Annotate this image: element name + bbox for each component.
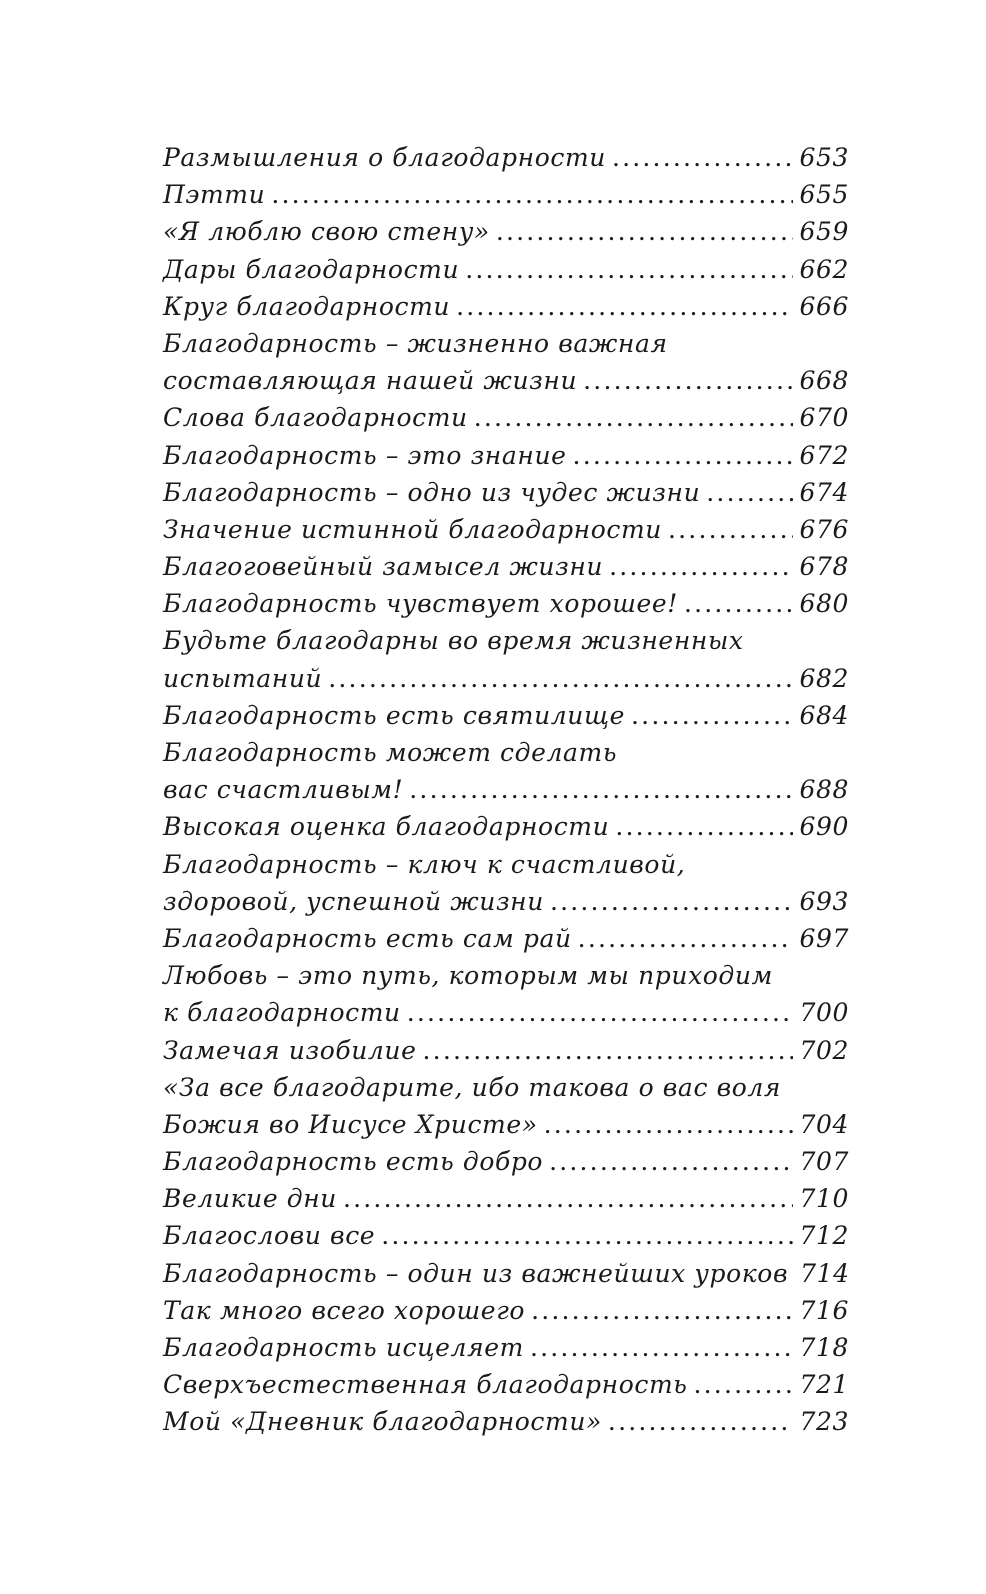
toc-entry-title: к благодарности: [163, 998, 401, 1028]
toc-entry-title: Сверхъестественная благодарность: [163, 1370, 688, 1400]
dot-leader: [694, 1366, 794, 1403]
dot-leader: [549, 1143, 793, 1180]
toc-entry: [163, 176, 849, 213]
toc-entry: [163, 1217, 849, 1254]
toc-entry-page-number: 682: [799, 663, 849, 693]
toc-entry: [163, 511, 849, 548]
toc-entry-title-line: [163, 957, 849, 994]
toc-entry-page-number: 712: [799, 1221, 849, 1251]
toc-entry-title: здоровой, успешной жизни: [163, 886, 544, 916]
toc-entry-title: Будьте благодарны во время жизненных: [163, 626, 744, 656]
toc-entry: [163, 1329, 849, 1366]
dot-leader: [550, 883, 794, 920]
toc-entry-title-line: [163, 734, 849, 771]
toc-entry: [163, 771, 849, 808]
dot-leader: [531, 1292, 793, 1329]
toc-entry-title: Благодарность – ключ к счастливой,: [163, 849, 686, 879]
toc-entry-title: Благодарность – одно из чудес жизни: [163, 477, 701, 507]
dot-leader: [706, 474, 793, 511]
toc-entry-title-line: [163, 846, 849, 883]
toc-entry-page-number: 653: [799, 143, 849, 172]
toc-entry-page-number: 670: [799, 403, 849, 433]
dot-leader: [609, 548, 793, 585]
toc-entry-page-number: 655: [799, 180, 849, 210]
toc-entry: [163, 920, 849, 957]
toc-entry-title: Благодарность – жизненно важная: [163, 328, 668, 358]
dot-leader: [496, 213, 794, 250]
toc-entry-page-number: 721: [799, 1370, 849, 1400]
dot-leader: [608, 1403, 794, 1440]
toc-entry: [163, 362, 849, 399]
toc-entry-title: Благодарность есть добро: [163, 1147, 544, 1177]
toc-entry: [163, 585, 849, 622]
toc-entry: [163, 1143, 849, 1180]
toc-entry: [163, 1292, 849, 1329]
toc-entry: [163, 213, 849, 250]
toc-entry: [163, 1366, 849, 1403]
toc-entry: [163, 251, 849, 288]
toc-entry-title: Мой «Дневник благодарности»: [163, 1407, 602, 1437]
toc-entry-title: Благодарность есть сам рай: [163, 923, 572, 953]
toc-entry-page-number: 693: [799, 886, 849, 916]
toc-entry-title: Круг благодарности: [163, 291, 451, 321]
toc-entry: [163, 139, 849, 176]
toc-entry-page-number: 680: [799, 589, 849, 619]
toc-entry-title: Замечая изобилие: [163, 1035, 417, 1065]
toc-entry: [163, 697, 849, 734]
toc-entry-title: «За все благодарите, ибо такова о вас воля: [163, 1072, 782, 1102]
toc-entry: [163, 474, 849, 511]
toc-entry-title-line: [163, 325, 849, 362]
dot-leader: [573, 437, 794, 474]
dot-leader: [544, 1106, 794, 1143]
toc-entry-title: Размышления о благодарности: [163, 143, 606, 172]
toc-entry-page-number: 710: [799, 1184, 849, 1214]
toc-entry-page-number: 659: [799, 217, 849, 247]
toc-entry-title: Любовь – это путь, которым мы приходим: [163, 961, 773, 991]
toc-entry-page-number: 688: [799, 775, 849, 805]
dot-leader: [631, 697, 793, 734]
toc-entry-page-number: 714: [800, 1258, 850, 1288]
dot-leader: [474, 399, 794, 436]
toc-entry: [163, 994, 849, 1031]
dot-leader: [381, 1217, 793, 1254]
toc-entry: [163, 1255, 849, 1292]
toc-entry-title-line: [163, 1069, 849, 1106]
toc-entry-title: Дары благодарности: [163, 254, 460, 284]
dot-leader: [583, 362, 793, 399]
dot-leader: [530, 1329, 794, 1366]
toc-entry-page-number: 702: [799, 1035, 849, 1065]
dot-leader: [615, 808, 793, 845]
dot-leader: [409, 771, 793, 808]
dot-leader: [407, 994, 794, 1031]
toc-entry-page-number: 723: [799, 1407, 849, 1437]
dot-leader: [343, 1180, 793, 1217]
toc-entry-page-number: 704: [799, 1109, 849, 1139]
toc-entry-title: Великие дни: [163, 1184, 337, 1214]
toc-entry: [163, 1032, 849, 1069]
toc-entry-title: Благодарность – это знание: [163, 440, 567, 470]
toc-entry-title: Благодарность есть святилище: [163, 700, 626, 730]
toc-entry: [163, 1106, 849, 1143]
toc-entry: [163, 883, 849, 920]
toc-entry-page-number: 700: [799, 998, 849, 1028]
dot-leader: [612, 139, 794, 176]
toc-entry-page-number: 662: [799, 254, 849, 284]
toc-entry-page-number: 672: [799, 440, 849, 470]
toc-entry-title: Благодарность может сделать: [163, 738, 618, 767]
dot-leader: [578, 920, 794, 957]
dot-leader: [456, 288, 793, 325]
toc-entry-title: Благодарность чувствует хорошее!: [163, 589, 678, 619]
toc-entry-title: Высокая оценка благодарности: [163, 812, 610, 842]
toc-entry-title: Значение истинной благодарности: [163, 514, 662, 544]
toc-entry-page-number: 690: [799, 812, 849, 842]
dot-leader: [271, 176, 793, 213]
toc-entry-title: Так много всего хорошего: [163, 1295, 526, 1325]
toc-entry-title: Благоговейный замысел жизни: [163, 552, 604, 582]
toc-entry-title: составляющая нашей жизни: [163, 366, 578, 396]
toc-entry: [163, 660, 849, 697]
dot-leader: [684, 585, 794, 622]
toc-entry: [163, 1180, 849, 1217]
toc-entry-title: Благослови все: [163, 1221, 376, 1251]
toc-entry-title: Благодарность исцеляет: [163, 1333, 524, 1362]
toc-entry: [163, 288, 849, 325]
toc-entry-page-number: 668: [799, 366, 849, 396]
toc-entry: [163, 399, 849, 436]
toc-entry-title: Пэтти: [163, 180, 266, 210]
toc-entry-page-number: 678: [799, 552, 849, 582]
dot-leader: [328, 660, 793, 697]
toc-entry-title: Божия во Иисусе Христе»: [163, 1109, 538, 1139]
table-of-contents: [163, 139, 849, 1441]
toc-entry-title: вас счастливым!: [163, 775, 404, 805]
toc-entry-page-number: 684: [799, 700, 849, 730]
toc-entry-title-line: [163, 622, 849, 659]
toc-entry-page-number: 674: [799, 477, 849, 507]
toc-entry-page-number: 666: [799, 291, 849, 321]
toc-entry: [163, 808, 849, 845]
toc-entry-page-number: 718: [799, 1333, 849, 1362]
toc-entry-title: испытаний: [163, 663, 323, 693]
dot-leader: [465, 251, 793, 288]
toc-entry-page-number: 707: [799, 1147, 849, 1177]
toc-entry-title: Благодарность – один из важнейших уроков: [163, 1258, 789, 1288]
toc-entry-page-number: 716: [799, 1295, 849, 1325]
toc-entry: [163, 548, 849, 585]
toc-entry: [163, 1403, 849, 1440]
toc-entry-page-number: 676: [799, 514, 849, 544]
dot-leader: [668, 511, 793, 548]
toc-entry-page-number: 697: [799, 923, 849, 953]
toc-entry-title: «Я люблю свою стену»: [163, 217, 490, 247]
dot-leader: [423, 1032, 794, 1069]
toc-entry-title: Слова благодарности: [163, 403, 468, 433]
toc-entry: [163, 437, 849, 474]
